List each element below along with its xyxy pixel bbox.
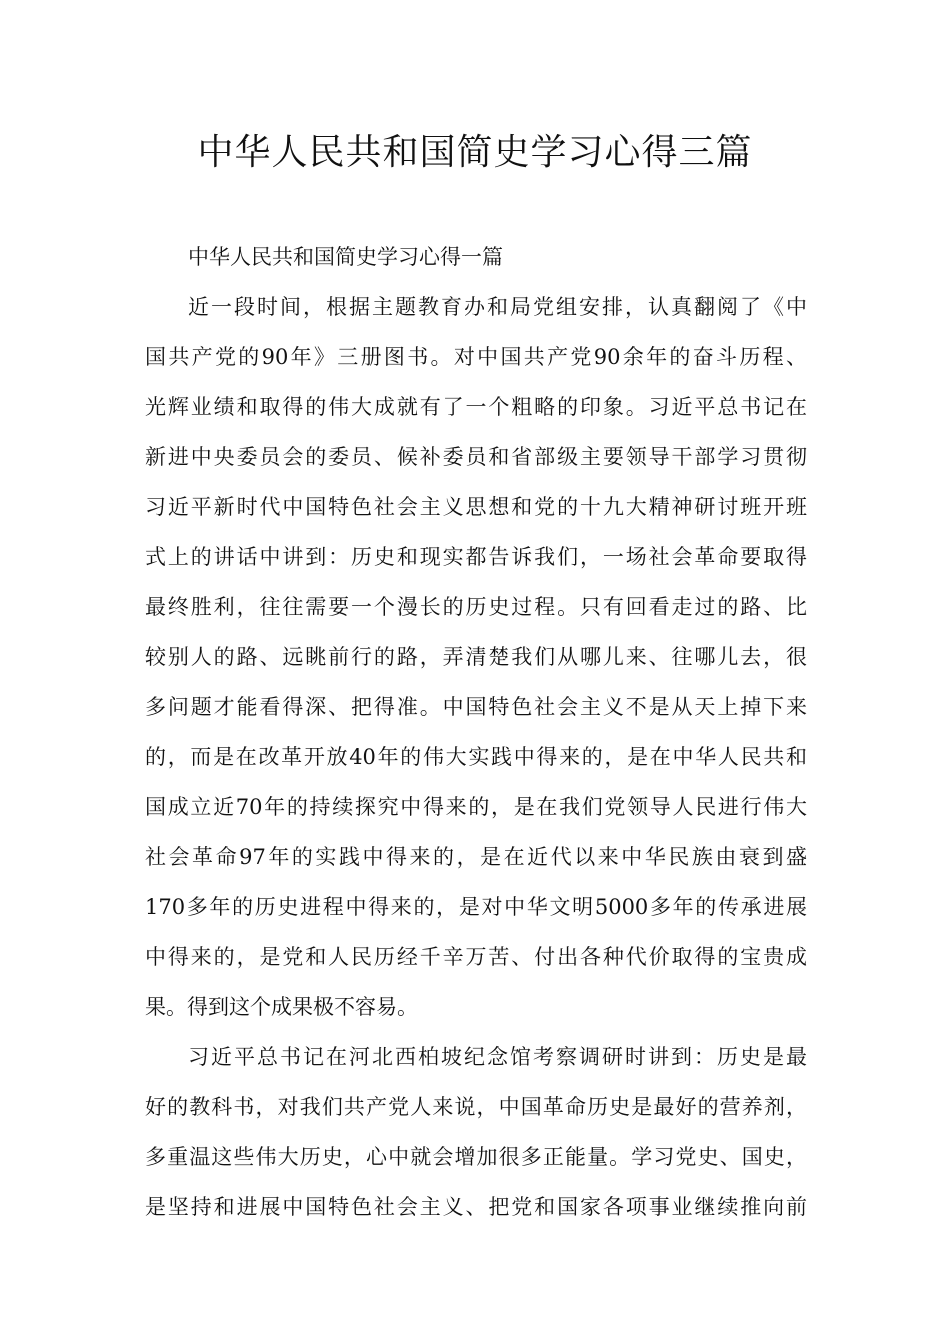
paragraph-1 — [145, 282, 807, 1032]
paragraph-line: 习近平新时代中国特色社会主义思想和党的十九大精神研讨班开班 — [145, 495, 807, 519]
paragraph-line: 新进中央委员会的委员、候补委员和省部级主要领导干部学习贯彻 — [145, 445, 807, 469]
paragraph-line: 社会革命97年的实践中得来的，是在近代以来中华民族由衰到盛 — [145, 845, 807, 869]
paragraph-line: 国共产党的90年》三册图书。对中国共产党90余年的奋斗历程、 — [145, 345, 807, 369]
paragraph-line: 中得来的，是党和人民历经千辛万苦、付出各种代价取得的宝贵成 — [145, 945, 807, 969]
paragraph-line: 好的教科书，对我们共产党人来说，中国革命历史是最好的营养剂， — [145, 1095, 807, 1119]
paragraph-line: 较别人的路、远眺前行的路，弄清楚我们从哪儿来、往哪儿去，很 — [145, 645, 807, 669]
section-title-text: 中华人民共和国简史学习心得一篇 — [188, 245, 503, 269]
paragraph-2 — [145, 1032, 807, 1232]
paragraph-line: 国成立近70年的持续探究中得来的，是在我们党领导人民进行伟大 — [145, 795, 807, 819]
paragraph-line: 多问题才能看得深、把得准。中国特色社会主义不是从天上掉下来 — [145, 695, 807, 719]
paragraph-line: 近一段时间，根据主题教育办和局党组安排，认真翻阅了《中 — [188, 295, 807, 319]
paragraph-line: 习近平总书记在河北西柏坡纪念馆考察调研时讲到：历史是最 — [188, 1045, 807, 1069]
document-title: 中华人民共和国简史学习心得三篇 — [197, 132, 753, 173]
paragraph-line: 是坚持和进展中国特色社会主义、把党和国家各项事业继续推向前 — [145, 1195, 807, 1219]
paragraph-line: 果。得到这个成果极不容易。 — [145, 995, 418, 1019]
paragraph-line: 最终胜利，往往需要一个漫长的历史过程。只有回看走过的路、比 — [145, 595, 807, 619]
paragraph-line: 的，而是在改革开放40年的伟大实践中得来的，是在中华人民共和 — [145, 745, 807, 769]
paragraph-line: 多重温这些伟大历史，心中就会增加很多正能量。学习党史、国史， — [145, 1145, 807, 1169]
paragraph-line: 光辉业绩和取得的伟大成就有了一个粗略的印象。习近平总书记在 — [145, 395, 807, 419]
document-body — [145, 232, 807, 1232]
paragraph-line: 170多年的历史进程中得来的，是对中华文明5000多年的传承进展 — [145, 895, 807, 919]
section-title — [145, 232, 807, 282]
paragraph-line: 式上的讲话中讲到：历史和现实都告诉我们，一场社会革命要取得 — [145, 545, 807, 569]
